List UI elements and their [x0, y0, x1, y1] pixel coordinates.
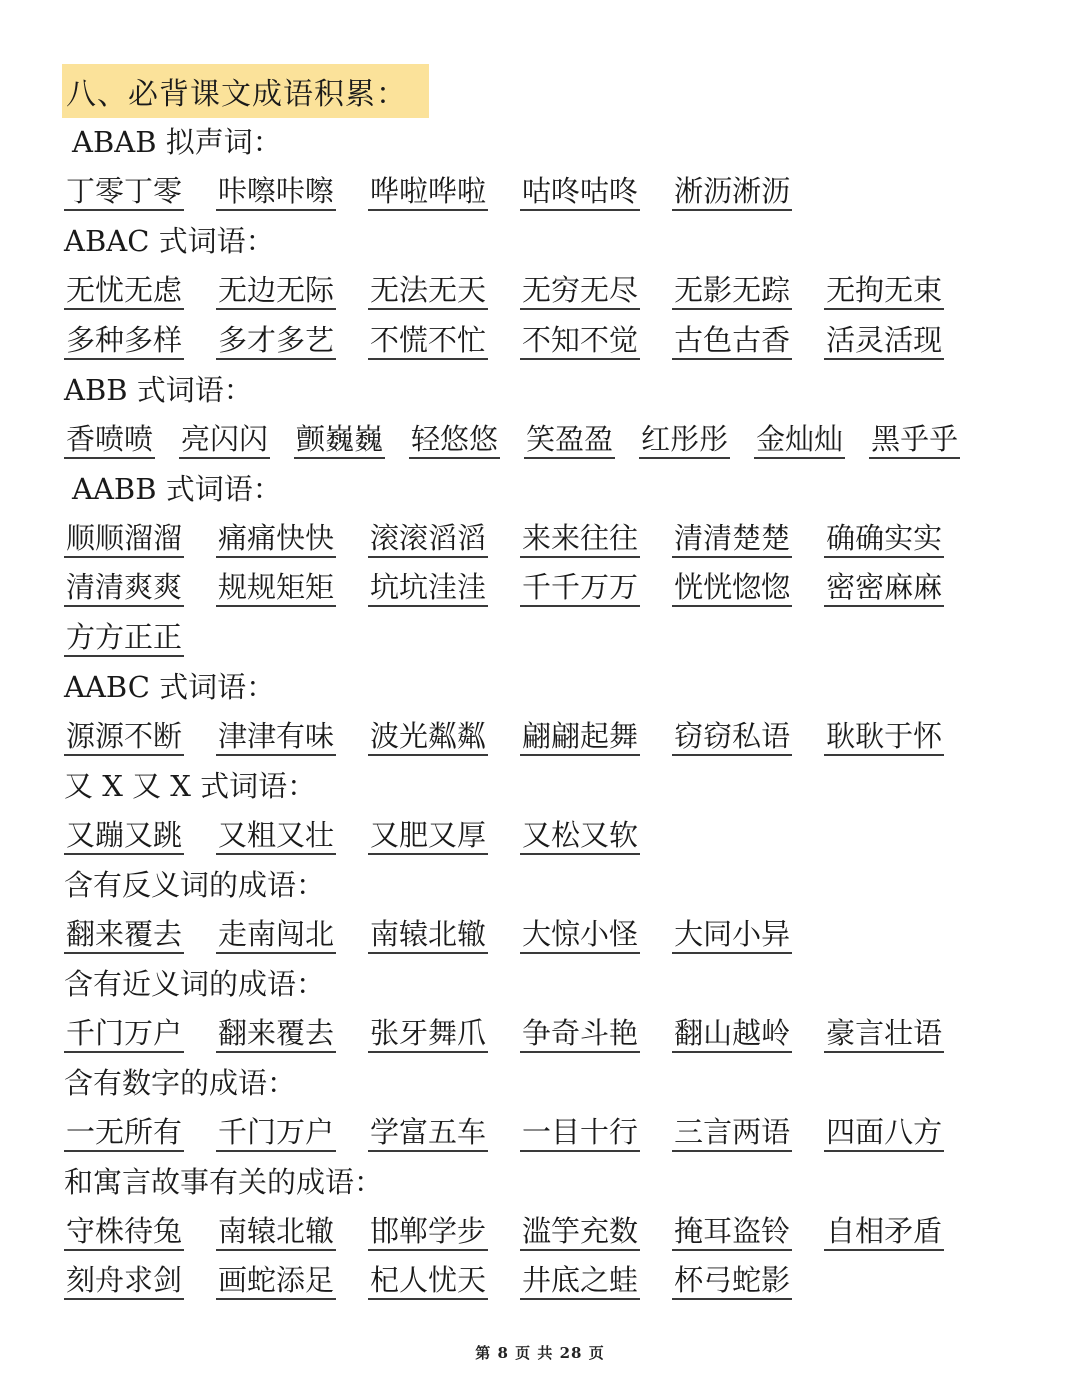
- section-heading: 含有反义词的成语：: [64, 867, 326, 902]
- idiom-word: 四面八方: [824, 1114, 944, 1152]
- idiom-row: [64, 1207, 1024, 1257]
- idiom-word: 来来往往: [520, 520, 640, 558]
- idiom-row: [64, 415, 1024, 465]
- idiom-word: 一无所有: [64, 1114, 184, 1152]
- idiom-word: 痛痛快快: [216, 520, 336, 558]
- idiom-word: 翻来覆去: [216, 1015, 336, 1053]
- idiom-word: 三言两语: [672, 1114, 792, 1152]
- idiom-word: 又粗又壮: [216, 817, 336, 855]
- idiom-word: 翻来覆去: [64, 916, 184, 954]
- idiom-word: 无法无天: [368, 272, 488, 310]
- idiom-word: 清清楚楚: [672, 520, 792, 558]
- idiom-word: 咔嚓咔嚓: [216, 173, 336, 211]
- idiom-word: 亮闪闪: [179, 421, 270, 459]
- idiom-word: 红彤彤: [639, 421, 730, 459]
- idiom-word: 翻山越岭: [672, 1015, 792, 1053]
- idiom-word: 争奇斗艳: [520, 1015, 640, 1053]
- idiom-word: 咕咚咕咚: [520, 173, 640, 211]
- idiom-word: 密密麻麻: [824, 569, 944, 607]
- idiom-word: 千门万户: [64, 1015, 184, 1053]
- section-heading: 又 X 又 X 式词语：: [64, 768, 317, 803]
- idiom-row: [64, 613, 1024, 663]
- idiom-word: 邯郸学步: [368, 1213, 488, 1251]
- idiom-word: 大同小异: [672, 916, 792, 954]
- section-heading: ABB 式词语：: [64, 372, 253, 407]
- idiom-word: 无忧无虑: [64, 272, 184, 310]
- idiom-word: 无穷无尽: [520, 272, 640, 310]
- idiom-word: 张牙舞爪: [368, 1015, 488, 1053]
- idiom-word: 窃窃私语: [672, 718, 792, 756]
- idiom-word: 方方正正: [64, 619, 184, 657]
- idiom-word: 滥竽充数: [520, 1213, 640, 1251]
- idiom-word: 黑乎乎: [869, 421, 960, 459]
- idiom-word: 又蹦又跳: [64, 817, 184, 855]
- idiom-row: [64, 514, 1024, 564]
- idiom-word: 又松又软: [520, 817, 640, 855]
- idiom-row: [64, 168, 1024, 218]
- idiom-word: 大惊小怪: [520, 916, 640, 954]
- idiom-word: 笑盈盈: [524, 421, 615, 459]
- idiom-word: 源源不断: [64, 718, 184, 756]
- idiom-word: 确确实实: [824, 520, 944, 558]
- idiom-word: 杞人忧天: [368, 1262, 488, 1300]
- idiom-row: [64, 712, 1024, 762]
- idiom-word: 无影无踪: [672, 272, 792, 310]
- idiom-word: 金灿灿: [754, 421, 845, 459]
- idiom-word: 古色古香: [672, 322, 792, 360]
- idiom-word: 清清爽爽: [64, 569, 184, 607]
- idiom-row: [64, 316, 1024, 366]
- idiom-list: [64, 118, 1024, 1306]
- idiom-word: 一目十行: [520, 1114, 640, 1152]
- idiom-word: 颤巍巍: [294, 421, 385, 459]
- idiom-word: 井底之蛙: [520, 1262, 640, 1300]
- idiom-word: 豪言壮语: [824, 1015, 944, 1053]
- title-highlight: [62, 64, 429, 118]
- idiom-word: 翩翩起舞: [520, 718, 640, 756]
- idiom-word: 千门万户: [216, 1114, 336, 1152]
- idiom-row: [64, 811, 1024, 861]
- section-heading: AABB 式词语：: [72, 471, 282, 506]
- idiom-word: 多才多艺: [216, 322, 336, 360]
- idiom-word: 津津有味: [216, 718, 336, 756]
- idiom-row: [64, 1108, 1024, 1158]
- idiom-word: 又肥又厚: [368, 817, 488, 855]
- idiom-row: [64, 1009, 1024, 1059]
- section-heading: AABC 式词语：: [64, 669, 276, 704]
- section-heading: ABAC 式词语：: [64, 224, 275, 258]
- idiom-row: [64, 910, 1024, 960]
- section-heading: 和寓言故事有关的成语：: [64, 1164, 384, 1199]
- page-title: 八、必背课文成语积累：: [66, 77, 407, 112]
- idiom-row: [64, 1257, 1024, 1307]
- idiom-row: [64, 564, 1024, 614]
- idiom-row: [64, 267, 1024, 317]
- idiom-word: 哗啦哗啦: [368, 173, 488, 211]
- section-heading: 含有近义词的成语：: [64, 966, 326, 1001]
- idiom-word: 活灵活现: [824, 322, 944, 360]
- idiom-word: 恍恍惚惚: [672, 569, 792, 607]
- idiom-word: 自相矛盾: [824, 1213, 944, 1251]
- idiom-word: 多种多样: [64, 322, 184, 360]
- idiom-word: 千千万万: [520, 569, 640, 607]
- section-heading: 含有数字的成语：: [64, 1065, 297, 1100]
- idiom-word: 轻悠悠: [409, 421, 500, 459]
- idiom-word: 淅沥淅沥: [672, 173, 792, 211]
- idiom-word: 南辕北辙: [216, 1213, 336, 1251]
- idiom-word: 丁零丁零: [64, 173, 184, 211]
- idiom-word: 画蛇添足: [216, 1262, 336, 1300]
- idiom-word: 不慌不忙: [368, 322, 488, 360]
- idiom-word: 无边无际: [216, 272, 336, 310]
- idiom-word: 守株待兔: [64, 1213, 184, 1251]
- idiom-word: 耿耿于怀: [824, 718, 944, 756]
- idiom-word: 掩耳盗铃: [672, 1213, 792, 1251]
- idiom-word: 南辕北辙: [368, 916, 488, 954]
- idiom-word: 香喷喷: [64, 421, 155, 459]
- idiom-word: 杯弓蛇影: [672, 1262, 792, 1300]
- idiom-word: 坑坑洼洼: [368, 569, 488, 607]
- idiom-word: 滚滚滔滔: [368, 520, 488, 558]
- idiom-word: 无拘无束: [824, 272, 944, 310]
- idiom-word: 规规矩矩: [216, 569, 336, 607]
- idiom-word: 学富五车: [368, 1114, 488, 1152]
- page-footer: 第 8 页 共 28 页: [475, 1344, 605, 1362]
- idiom-word: 走南闯北: [216, 916, 336, 954]
- idiom-word: 不知不觉: [520, 322, 640, 360]
- idiom-word: 顺顺溜溜: [64, 520, 184, 558]
- idiom-word: 刻舟求剑: [64, 1262, 184, 1300]
- idiom-word: 波光粼粼: [368, 718, 488, 756]
- section-heading: ABAB 拟声词：: [72, 125, 282, 159]
